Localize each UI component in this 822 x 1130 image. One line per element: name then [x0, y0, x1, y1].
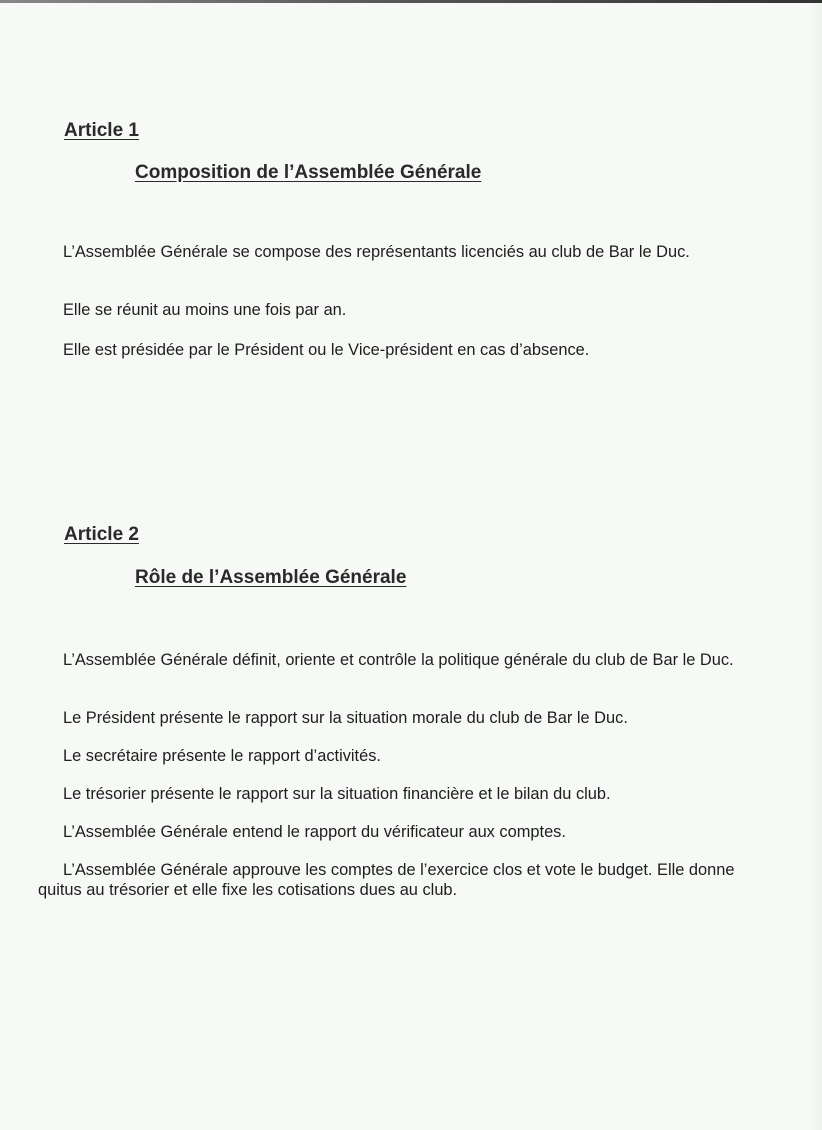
- article-number: Article 2: [64, 524, 139, 545]
- paragraph: L’Assemblée Générale entend le rapport du vérificateur aux comptes.: [63, 823, 566, 841]
- article-title: Composition de l’Assemblée Générale: [135, 162, 482, 183]
- article-number: Article 1: [64, 120, 139, 141]
- scan-edge-right: [810, 3, 822, 1130]
- scan-edge-top: [0, 0, 822, 3]
- paragraph: L’Assemblée Générale définit, oriente et contrôle la politique générale du club de Bar le Duc.: [63, 651, 734, 669]
- paragraph: Elle se réunit au moins une fois par an.: [63, 301, 347, 319]
- paragraph: L’Assemblée Générale se compose des représentants licenciés au club de Bar le Duc.: [63, 243, 690, 261]
- paragraph: Elle est présidée par le Président ou le Vice-président en cas d’absence.: [63, 341, 590, 359]
- paragraph: Le trésorier présente le rapport sur la situation financière et le bilan du club.: [63, 785, 611, 803]
- paragraph: Le secrétaire présente le rapport d’activités.: [63, 747, 381, 765]
- paragraph: L’Assemblée Générale approuve les comptes de l’exercice clos et vote le budget. Elle donne quitus au trésorier et elle fixe les cotisations dues au club.: [38, 861, 735, 899]
- paragraph: Le Président présente le rapport sur la situation morale du club de Bar le Duc.: [63, 709, 628, 727]
- article-title: Rôle de l’Assemblée Générale: [135, 567, 407, 588]
